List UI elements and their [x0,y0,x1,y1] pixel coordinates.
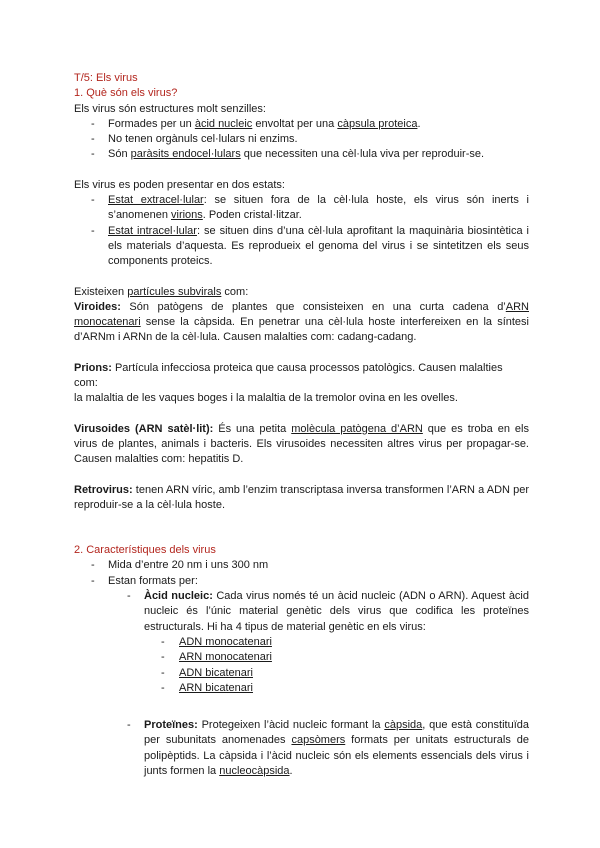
subviral-intro: Existeixen partícules subvirals com: [74,285,249,298]
states-intro: Els virus es poden presentar en dos estats: [74,178,285,191]
section-1-intro: Els virus són estructures molt senzilles: [74,102,266,115]
retrovirus-paragraph: Retrovirus: tenen ARN víric, amb l’enzim transcriptasa inversa transformen l’ARN a ADN per reproduir-se a la cèl·lula hoste. [74,483,529,511]
list-item: - No tenen orgànuls cel·lulars ni enzims. [91,132,529,147]
list-item: - Són paràsits endocel·lulars que necessiten una cèl·lula viva per reproduir-se. [91,147,529,162]
genetic-material-list [144,635,529,696]
list-item: - ADN monocatenari [161,635,529,650]
components-list [74,589,529,779]
list-item: - Proteïnes: Protegeixen l’àcid nucleic formant la càpsida, que està constituïda per subunitats anomenades capsòmers formats per unitats estructurals de polipèptids. La càpsida i l’àcid nucleic són els elements essencials dels virus i junts formen la nucleocàpsida. [127,718,529,779]
list-item: - ARN bicatenari [161,681,529,696]
document-title: T/5: Els virus [74,72,138,84]
states-list [74,193,529,269]
list-item: - Estan formats per: [91,574,529,589]
virus-features-list [74,117,529,163]
viroides-paragraph: Viroides: Són patògens de plantes que consisteixen en una curta cadena d’ARN monocatenari sense la càpsida. En penetrar una cèl·lula hoste interfereixen en la síntesi d’ARNm i ARNn de la cèl·lula. Causen malalties com: cadang-cadang. [74,300,529,344]
section-2-heading: 2. Característiques dels virus [74,544,216,557]
list-item: - Mida d’entre 20 nm i uns 300 nm [91,558,529,573]
list-item: - ARN monocatenari [161,650,529,665]
list-item: - Estat intracel·lular: se situen dins d’una cèl·lula aprofitant la maquinària biosintètica i els materials d’aquesta. Es reprodueix el genoma del virus i se sintetitzen els seus components proteics. [91,224,529,270]
document-page [74,71,529,779]
list-item: - ADN bicatenari [161,666,529,681]
virusoides-paragraph: Virusoides (ARN satèl·lit): És una petita molècula patògena d’ARN que es troba en els virus de plantes, animals i bacteris. Els virusoides necessiten altres virus per propagar-se. Causen malalties com: hepatitis D. [74,422,529,466]
characteristics-list [74,558,529,589]
list-item: - Formades per un àcid nucleic envoltat per una càpsula proteica. [91,117,529,132]
list-item: - Àcid nucleic: Cada virus només té un àcid nucleic (ADN o ARN). Aquest àcid nucleic és l’únic material genètic dels virus que codifica les proteïnes estructurals. Hi ha 4 tipus de material genètic en els virus: - ADN monocatenari - ARN monocatenari - ADN bicatenari - ARN bicatenari [127,589,529,718]
section-1-heading: 1. Què són els virus? [74,87,178,100]
prions-paragraph: Prions: Partícula infecciosa proteica que causa processos patològics. Causen malalties com: la malaltia de les vaques boges i la malaltia de la tremolor ovina en les ovelles. [74,361,503,405]
list-item: - Estat extracel·lular: se situen fora de la cèl·lula hoste, els virus són inerts i s’anomenen virions. Poden cristal·litzar. [91,193,529,224]
